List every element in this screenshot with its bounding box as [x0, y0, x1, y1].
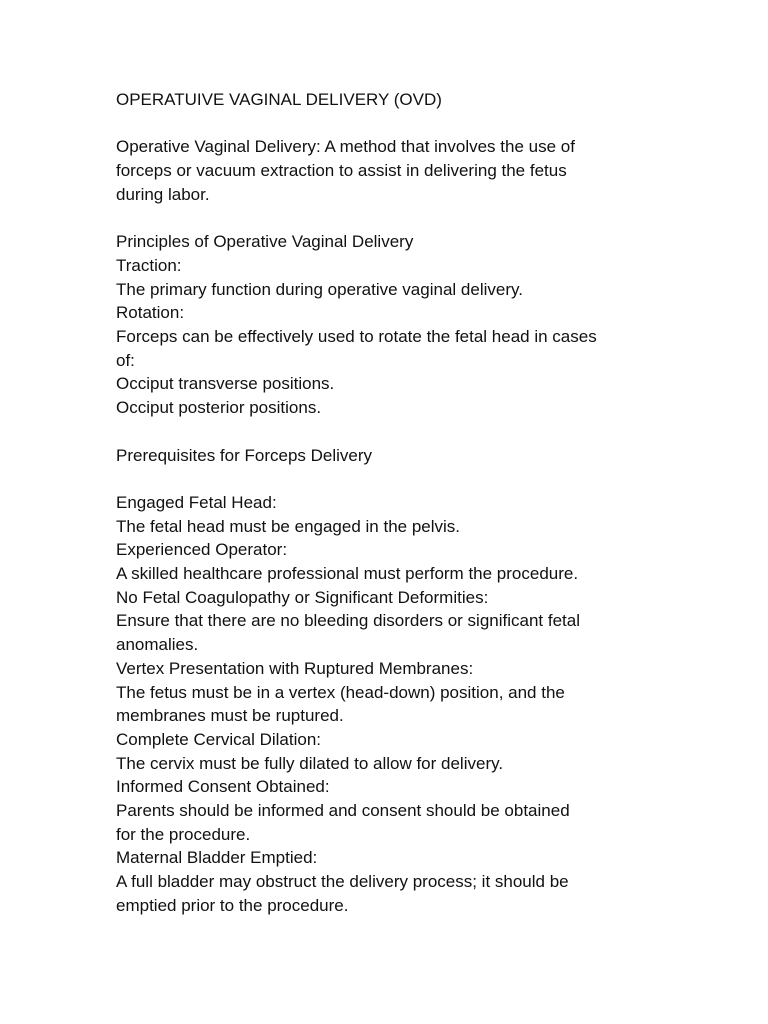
prerequisite-subheading: Vertex Presentation with Ruptured Membranes:: [116, 658, 474, 678]
prerequisite-text: emptied prior to the procedure.: [116, 895, 349, 915]
prerequisite-text: Ensure that there are no bleeding disorders or significant fetal: [116, 611, 580, 631]
blank-line: [116, 420, 656, 444]
prerequisite-subheading: Complete Cervical Dilation:: [116, 729, 322, 749]
prerequisite-text: The cervix must be fully dilated to allow for delivery.: [116, 753, 504, 773]
principle-subheading: Rotation:: [116, 303, 185, 323]
principle-text: Occiput posterior positions.: [116, 398, 322, 418]
principle-text: Forceps can be effectively used to rotate the fetal head in cases: [116, 327, 597, 346]
prerequisite-text: The fetal head must be engaged in the pelvis.: [116, 516, 461, 536]
principles-heading: Principles of Operative Vaginal Delivery: [116, 232, 414, 252]
prerequisite-text: for the procedure.: [116, 824, 251, 844]
prerequisite-text: The fetus must be in a vertex (head-down) position, and the: [116, 682, 565, 702]
blank-line: [116, 112, 656, 136]
document-title: OPERATUIVE VAGINAL DELIVERY (OVD): [116, 90, 442, 109]
prerequisite-text: anomalies.: [116, 635, 199, 655]
prerequisite-text: A skilled healthcare professional must perform the procedure.: [116, 564, 579, 583]
prerequisite-subheading: Experienced Operator:: [116, 540, 288, 560]
prerequisite-subheading: No Fetal Coagulopathy or Significant Deformities:: [116, 587, 489, 607]
document-body: [116, 88, 656, 918]
principle-subheading: Traction:: [116, 255, 182, 275]
prerequisite-subheading: Maternal Bladder Emptied:: [116, 848, 318, 868]
prerequisite-text: Parents should be informed and consent should be obtained: [116, 801, 570, 821]
prerequisite-subheading: Informed Consent Obtained:: [116, 777, 330, 797]
definition-line: forceps or vacuum extraction to assist in delivering the fetus: [116, 161, 567, 181]
prerequisite-text: A full bladder may obstruct the delivery process; it should be: [116, 872, 569, 892]
prerequisites-heading: Prerequisites for Forceps Delivery: [116, 445, 373, 465]
definition-line: Operative Vaginal Delivery: A method that involves the use of: [116, 137, 575, 157]
blank-line: [116, 207, 656, 231]
prerequisite-subheading: Engaged Fetal Head:: [116, 492, 277, 512]
principle-text: Occiput transverse positions.: [116, 374, 335, 394]
prerequisite-text: membranes must be ruptured.: [116, 706, 344, 726]
definition-line: during labor.: [116, 184, 210, 204]
principle-text: The primary function during operative vaginal delivery.: [116, 279, 523, 299]
blank-line: [116, 467, 656, 491]
principle-text: of:: [116, 350, 135, 370]
